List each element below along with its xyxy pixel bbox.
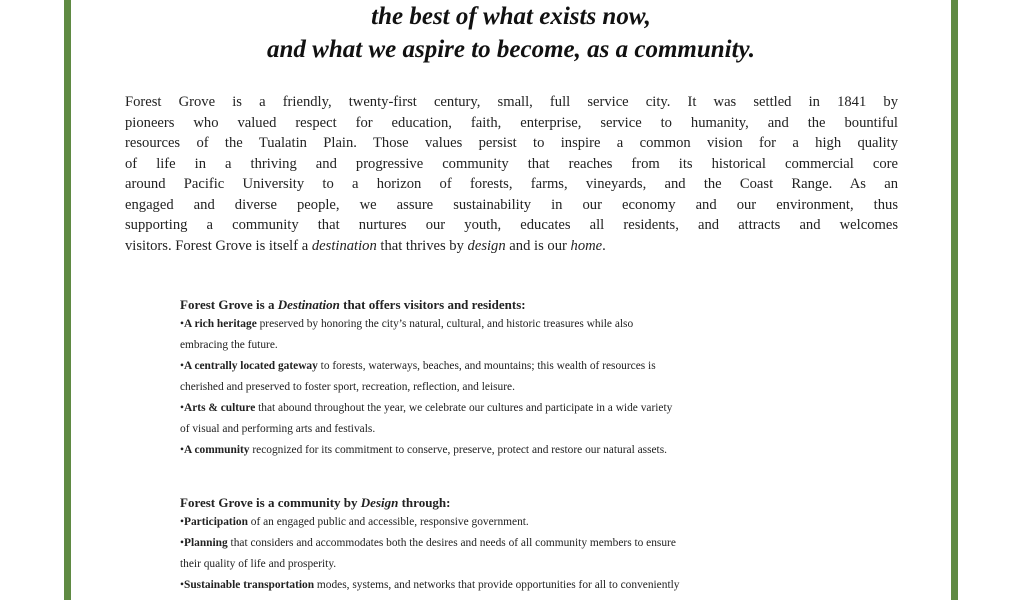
- bullet-text: modes, systems, and networks that provide opportunities for all to conveniently: [314, 579, 680, 591]
- bullet-text: recognized for its commitment to conserve, preserve, protect and restore our natural assets.: [249, 444, 668, 456]
- list-item: •A rich heritage preserved by honoring the city’s natural, cultural, and historic treasures while also embracing the future.: [180, 314, 860, 356]
- intro-line: engaged and diverse people, we assure sustainability in our economy and our environment, thus: [125, 196, 898, 213]
- section-title-text: Forest Grove is a community by: [180, 495, 361, 510]
- bullet-text: that abound throughout the year, we celebrate our cultures and participate in a wide variety: [255, 402, 673, 414]
- bullet-lead: A community: [184, 444, 250, 456]
- intro-line: supporting a community that nurtures our youth, educates all residents, and attracts and welcomes: [125, 217, 898, 233]
- bullet-continuation: cherished and preserved to foster sport, recreation, reflection, and leisure.: [180, 381, 515, 393]
- section-title-text: that offers visitors and residents:: [339, 297, 526, 312]
- intro-line: of life in a thriving and progressive community that reaches from its historical commercial core: [125, 155, 898, 172]
- section-title-text: Forest Grove is a: [180, 297, 278, 312]
- intro-last-line: [125, 236, 898, 257]
- intro-text: visitors. Forest Grove is itself a: [125, 237, 312, 254]
- section-title-text: through:: [398, 495, 451, 510]
- bullet-text: that considers and accommodates both the desires and needs of all community members to ensure: [227, 537, 676, 549]
- list-item: •Planning that considers and accommodates both the desires and needs of all community members to ensure their quality of life and prosperity.: [180, 533, 860, 575]
- intro-paragraph: [125, 92, 898, 256]
- list-item: •Arts & culture that abound throughout the year, we celebrate our cultures and participate in a wide variety of visual and performing arts and festivals.: [180, 398, 860, 440]
- bullet-continuation: their quality of life and prosperity.: [180, 558, 337, 570]
- bullet-continuation: embracing the future.: [180, 339, 278, 351]
- bullet-text: of an engaged public and accessible, responsive government.: [247, 516, 529, 528]
- section-title-emphasis: Destination: [277, 297, 340, 312]
- intro-emphasis-home: home: [570, 237, 603, 254]
- list-item: •Participation of an engaged public and accessible, responsive government.: [180, 516, 529, 528]
- page-border-left: [64, 0, 71, 600]
- list-item: •Sustainable transportation modes, systems, and networks that provide opportunities for all to conveniently: [180, 579, 680, 591]
- bullet-lead: Sustainable transportation: [184, 579, 315, 591]
- bullet-lead: Arts & culture: [184, 402, 256, 414]
- bullet-continuation: of visual and performing arts and festivals.: [180, 423, 376, 435]
- design-section: [180, 494, 860, 596]
- intro-line: Forest Grove is a friendly, twenty-first century, small, full service city. It was settled in 1841 by: [125, 94, 898, 110]
- page-border-right: [951, 0, 958, 600]
- intro-line: resources of the Tualatin Plain. Those values persist to inspire a common vision for a high quality: [125, 135, 898, 151]
- headline-line-1: the best of what exists now,: [371, 3, 651, 30]
- intro-emphasis-design: design: [467, 237, 506, 254]
- intro-emphasis-destination: destination: [311, 237, 377, 254]
- intro-line: around Pacific University to a horizon of forests, farms, vineyards, and the Coast Range. As an: [125, 176, 898, 192]
- intro-text: .: [602, 237, 606, 254]
- bullet-lead: Planning: [184, 537, 228, 549]
- destination-section-title: [180, 296, 860, 314]
- list-item: •A community recognized for its commitment to conserve, preserve, protect and restore our natural assets.: [180, 444, 668, 456]
- design-section-title: [180, 494, 860, 512]
- bullet-lead: Participation: [184, 516, 248, 528]
- destination-section: [180, 296, 860, 461]
- bullet-text: to forests, waterways, beaches, and mountains; this wealth of resources is: [317, 360, 656, 372]
- vision-headline: [71, 0, 951, 66]
- bullet-lead: A rich heritage: [184, 318, 257, 330]
- section-title-emphasis: Design: [360, 495, 399, 510]
- headline-line-2: and what we aspire to become, as a community.: [267, 36, 755, 63]
- bullet-text: preserved by honoring the city’s natural, cultural, and historic treasures while also: [256, 318, 634, 330]
- bullet-lead: A centrally located gateway: [184, 360, 318, 372]
- intro-text: that thrives by: [376, 237, 468, 254]
- list-item: •A centrally located gateway to forests, waterways, beaches, and mountains; this wealth of resources is cherished and preserved to foster sport, recreation, reflection, and leisure.: [180, 356, 860, 398]
- intro-line: pioneers who valued respect for education, faith, enterprise, service to humanity, and the bountiful: [125, 114, 898, 131]
- intro-text: and is our: [505, 237, 571, 254]
